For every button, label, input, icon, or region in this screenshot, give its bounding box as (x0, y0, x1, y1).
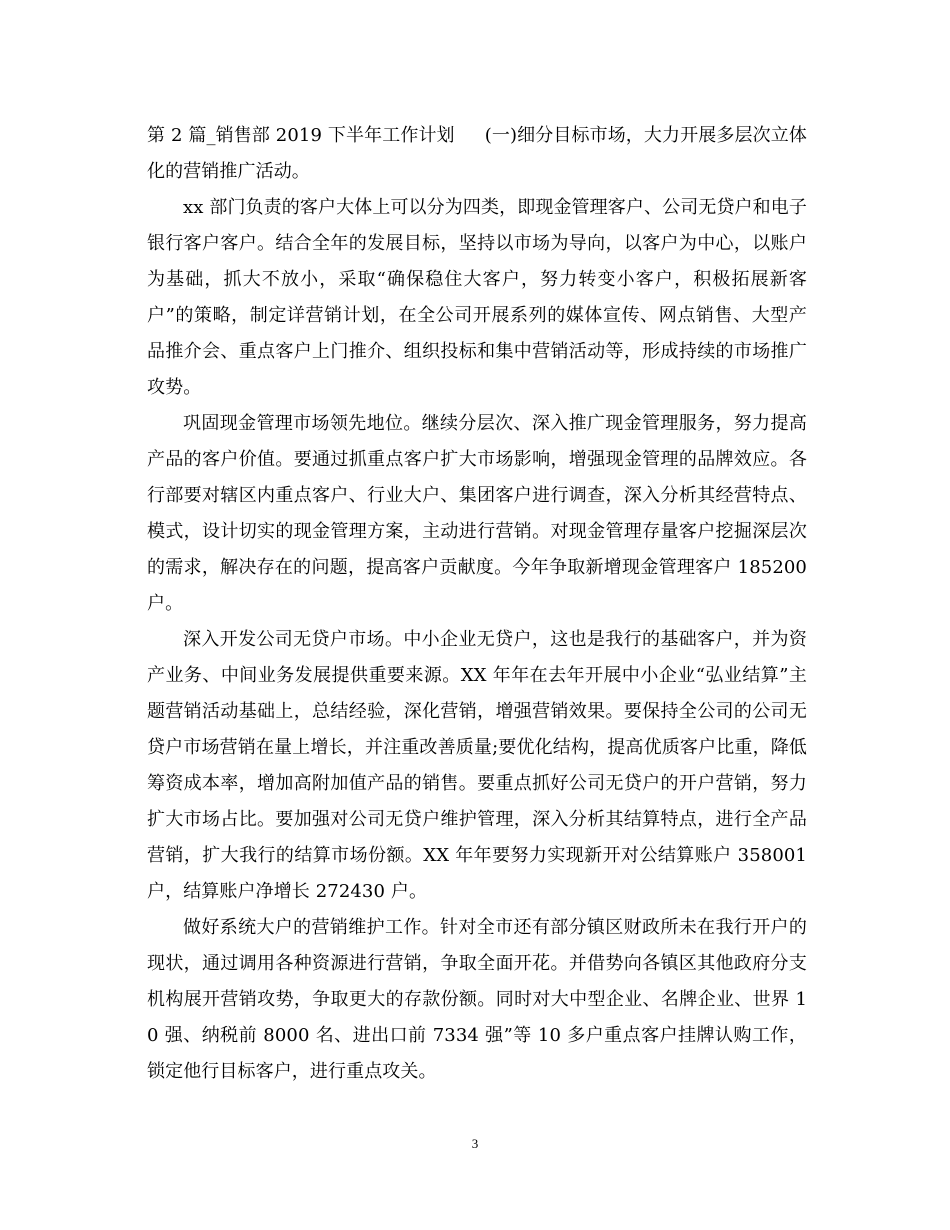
body-paragraph-3: 深入开发公司无贷户市场。中小企业无贷户，这也是我行的基础客户，并为资产业务、中间业务发展提供重要来源。XX 年年在去年开展中小企业“弘业结算”主题营销活动基础上，总结经验，深化营销，增强营销效果。要保持全公司的公司无贷户市场营销在量上增长，并注重改善质量;要优化结构，提高优质客户比重，降低筹资成本率，增加高附加值产品的销售。要重点抓好公司无贷户的开户营销，努力扩大市场占比。要加强对公司无贷户维护管理，深入分析其结算特点，进行全产品营销，扩大我行的结算市场份额。XX 年年要努力实现新开对公结算账户 358001 户，结算账户净增长 272430 户。 (147, 629, 807, 902)
body-paragraph-4: 做好系统大户的营销维护工作。针对全市还有部分镇区财政所未在我行开户的现状，通过调用各种资源进行营销，争取全面开花。并借势向各镇区其他政府分支机构展开营销攻势，争取更大的存款份额。同时对大中型企业、名牌企业、世界 10 强、纳税前 8000 名、进出口前 7334 强”等 10 多户重点客户挂牌认购工作，锁定他行目标客户，进行重点攻关。 (147, 917, 807, 1082)
heading-paragraph (147, 118, 807, 190)
section-heading: (一)细分目标市场，大力开展多层次立体化的营销推广活动。 (147, 125, 807, 182)
document-body (147, 118, 807, 1090)
page-number: 3 (471, 1136, 479, 1151)
document-title: 第 2 篇_销售部 2019 下半年工作计划 (147, 125, 455, 146)
body-paragraph-1: xx 部门负责的客户大体上可以分为四类，即现金管理客户、公司无贷户和电子银行客户客户。结合全年的发展目标，坚持以市场为导向，以客户为中心，以账户为基础，抓大不放小，采取“确保稳住大客户，努力转变小客户，积极拓展新客户”的策略，制定详营销计划，在全公司开展系列的媒体宣传、网点销售、大型产品推介会、重点客户上门推介、组织投标和集中营销活动等，形成持续的市场推广攻势。 (147, 197, 807, 398)
body-paragraph-2: 巩固现金管理市场领先地位。继续分层次、深入推广现金管理服务，努力提高产品的客户价值。要通过抓重点客户扩大市场影响，增强现金管理的品牌效应。各行部要对辖区内重点客户、行业大户、集团客户进行调查，深入分析其经营特点、模式，设计切实的现金管理方案，主动进行营销。对现金管理存量客户挖掘深层次的需求，解决存在的问题，提高客户贡献度。今年争取新增现金管理客户 185200 户。 (147, 413, 807, 614)
